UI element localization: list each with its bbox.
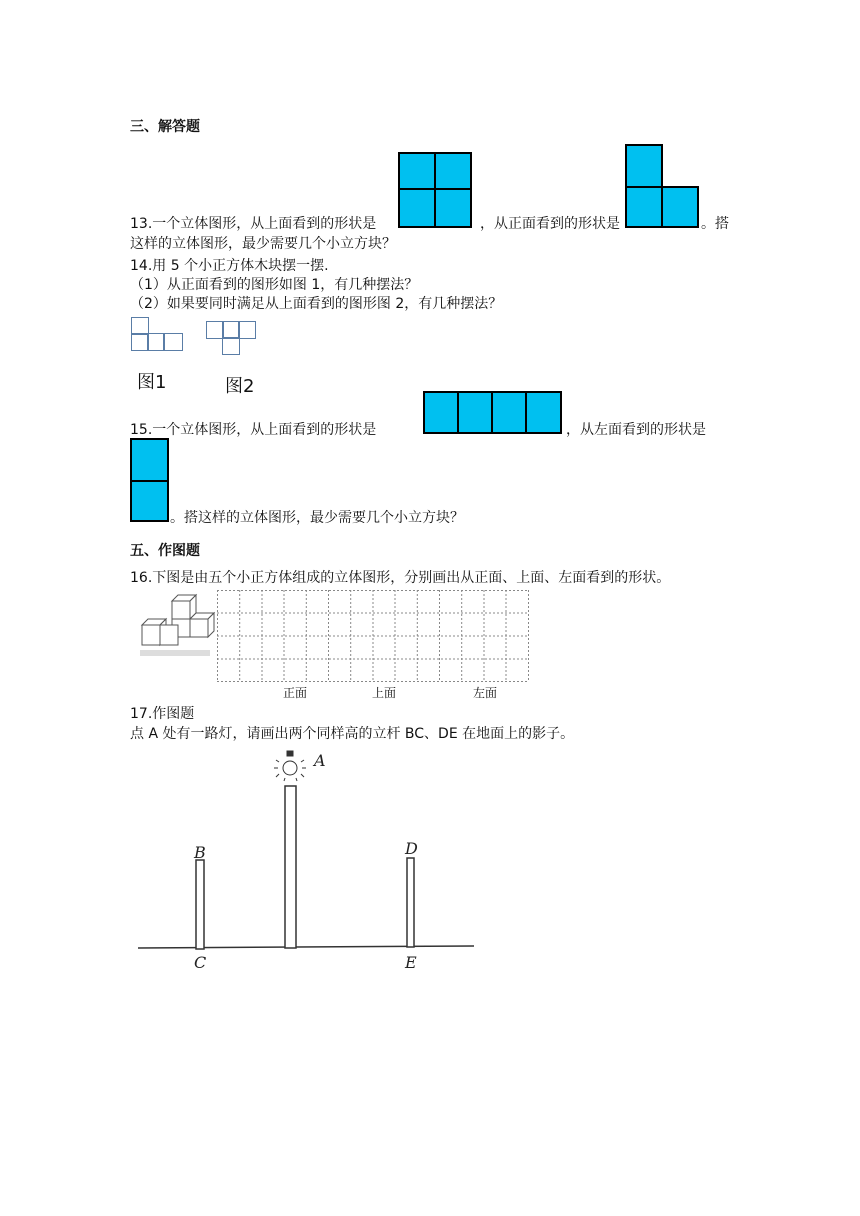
q17-line2: 点 A 处有一路灯，请画出两个同样高的立杆 BC、DE 在地面上的影子。 (130, 726, 575, 742)
q16-cube-figure (134, 590, 218, 666)
square (625, 186, 663, 228)
q16-label-front: 正面 (283, 686, 308, 700)
square (434, 152, 472, 190)
q16-line1: 16.下图是由五个小正方体组成的立体图形，分别画出从正面、上面、左面看到的形状。 (130, 570, 671, 586)
q15-top-view-figure (423, 391, 562, 434)
pole-bc (196, 860, 204, 949)
q14-figure-1 (131, 317, 183, 351)
q13-text-line2: 这样的立体图形，最少需要几个小立方块？ (130, 236, 396, 252)
ground-line (138, 946, 474, 948)
q13-text-a: 13.一个立体图形，从上面看到的形状是 (130, 216, 377, 232)
q17-lamp-diagram (130, 748, 480, 973)
square (457, 391, 493, 434)
dotted-grid (217, 590, 530, 682)
square (398, 188, 436, 228)
square (222, 337, 240, 355)
square (130, 438, 169, 482)
q13-front-view-figure (625, 144, 699, 228)
point-label-a: A (314, 751, 326, 770)
q15-text-a: 15.一个立体图形，从上面看到的形状是 (130, 422, 377, 438)
square (423, 391, 459, 434)
lamp-pole (285, 786, 296, 948)
q14-fig1-label: 图1 (137, 372, 167, 393)
q16-label-top: 上面 (372, 686, 397, 700)
light-bulb-icon (274, 751, 306, 781)
square (661, 186, 699, 228)
q17-line1: 17.作图题 (130, 706, 195, 722)
q13-top-view-figure (398, 152, 474, 228)
q14-line3: （2）如果要同时满足从上面看到的图形图 2，有几种摆法？ (130, 296, 503, 312)
point-label-b: B (194, 843, 206, 862)
square (525, 391, 562, 434)
q16-label-left: 左面 (473, 686, 498, 700)
q15-text-line2: 。搭这样的立体图形，最少需要几个小立方块？ (170, 510, 464, 526)
q14-fig2-label: 图2 (225, 376, 255, 397)
q13-text-c: 。搭 (701, 216, 729, 232)
square (238, 321, 256, 339)
point-label-d: D (405, 839, 418, 858)
section-heading-3: 三、解答题 (130, 119, 200, 135)
square (398, 152, 436, 190)
square (491, 391, 527, 434)
point-label-e: E (405, 953, 417, 972)
q14-line2: （1）从正面看到的图形如图 1，有几种摆法？ (130, 277, 419, 293)
pole-de (407, 858, 414, 947)
point-label-c: C (194, 953, 207, 972)
square (434, 188, 472, 228)
square (625, 144, 663, 188)
section-heading-5: 五、作图题 (130, 543, 200, 559)
q16-drawing-grid (217, 590, 530, 682)
q14-figure-2 (206, 321, 256, 355)
q15-text-b: ，从左面看到的形状是 (566, 422, 706, 438)
q14-line1: 14.用 5 个小正方体木块摆一摆. (130, 258, 329, 274)
q15-left-view-figure (130, 438, 169, 522)
square (130, 480, 169, 522)
square (163, 333, 183, 351)
q13-text-b: ，从正面看到的形状是 (480, 216, 620, 232)
